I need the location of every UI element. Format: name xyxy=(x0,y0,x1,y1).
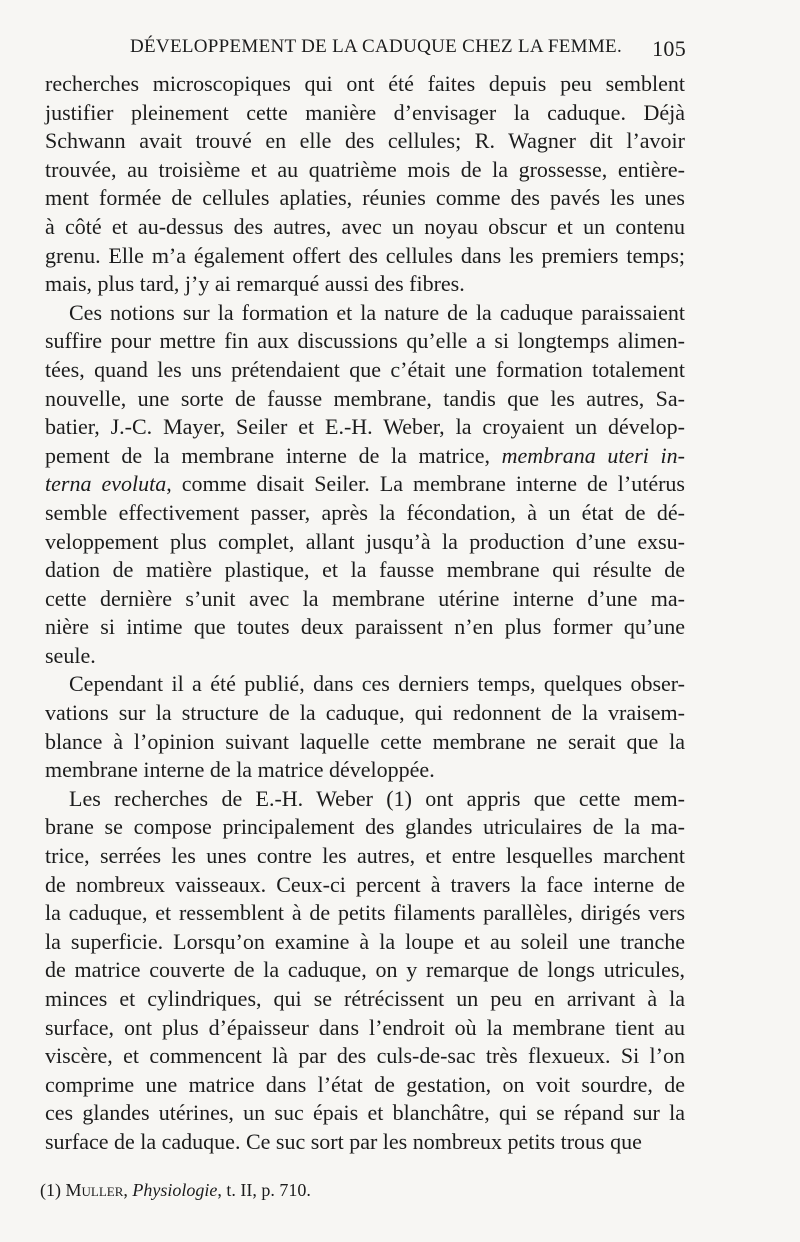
text-line: trouvée, au troisième et au quatrième mois de la grossesse, entière- xyxy=(45,156,685,182)
text-line: membrane interne de la matrice développée. xyxy=(45,757,435,783)
text-line: cette dernière s’unit avec la membrane utérine interne d’une ma- xyxy=(45,585,685,611)
text-line: tées, quand les uns prétendaient que c’était une formation totalement xyxy=(45,356,685,382)
running-header xyxy=(120,36,686,66)
footnote-marker: (1) xyxy=(40,1180,61,1200)
paragraph xyxy=(45,670,685,784)
text-line: blance à l’opinion suivant laquelle cette membrane ne serait que la xyxy=(45,728,685,754)
page-number: 105 xyxy=(652,36,686,61)
text-line: dation de matière plastique, et la fausse membrane qui résulte de xyxy=(45,557,685,583)
text-line: vations sur la structure de la caduque, qui redonnent de la vraisem- xyxy=(45,700,685,726)
text-line: pement de la membrane interne de la matrice, membrana uteri in- xyxy=(45,442,685,468)
text-line: de matrice couverte de la caduque, on y remarque de longs utricules, xyxy=(45,957,685,983)
text-line: semble effectivement passer, après la fécondation, à un état de dé- xyxy=(45,499,685,525)
running-title: DÉVELOPPEMENT DE LA CADUQUE CHEZ LA FEMME. xyxy=(130,36,622,57)
text-line: brane se compose principalement des glandes utriculaires de la ma- xyxy=(45,814,685,840)
paragraph xyxy=(45,785,685,1157)
text-line: la superficie. Lorsqu’on examine à la loupe et au soleil une tranche xyxy=(45,928,685,954)
footnote-reference: , t. II, p. 710. xyxy=(217,1180,311,1200)
text-line: Cependant il a été publié, dans ces derniers temps, quelques obser- xyxy=(69,671,685,697)
footnote-author: Muller xyxy=(65,1180,124,1200)
text-line: Les recherches de E.-H. Weber (1) ont appris que cette mem- xyxy=(69,785,685,811)
text-line: minces et cylindriques, qui se rétrécissent un peu en arrivant à la xyxy=(45,986,685,1011)
body-text xyxy=(45,70,685,1157)
text-line: ment formée de cellules aplaties, réunies comme des pavés les unes xyxy=(45,185,685,211)
text-line: viscère, et commencent là par des culs-de-sac très flexueux. Si l’on xyxy=(45,1043,685,1069)
text-line: comprime une matrice dans l’état de gestation, on voit sourdre, de xyxy=(45,1071,685,1097)
footnote-work: Physiologie xyxy=(132,1180,218,1200)
text-line: trice, serrées les unes contre les autres, et entre lesquelles marchent xyxy=(45,843,685,869)
text-line: de nombreux vaisseaux. Ceux-ci percent à travers la face interne de xyxy=(45,871,685,897)
paragraph xyxy=(45,299,685,671)
text-line: nière si intime que toutes deux paraissent n’en plus former qu’une xyxy=(45,614,685,640)
footnote: (1) Muller, Physiologie, t. II, p. 710. xyxy=(40,1180,311,1200)
text-line: grenu. Elle m’a également offert des cellules dans les premiers temps; xyxy=(45,242,685,268)
text-line: nouvelle, une sorte de fausse membrane, tandis que les autres, Sa- xyxy=(45,385,685,411)
text-line: surface de la caduque. Ce suc sort par les nombreux petits trous que xyxy=(45,1128,642,1154)
paragraph xyxy=(45,70,685,299)
text-line: Ces notions sur la formation et la nature de la caduque paraissaient xyxy=(69,299,685,325)
text-line: terna evoluta, comme disait Seiler. La membrane interne de l’utérus xyxy=(45,471,685,497)
text-line: mais, plus tard, j’y ai remarqué aussi des fibres. xyxy=(45,271,465,297)
text-line: suffire pour mettre fin aux discussions qu’elle a si longtemps alimen- xyxy=(45,328,685,354)
text-line: seule. xyxy=(45,642,96,668)
text-line: la caduque, et ressemblent à de petits filaments parallèles, dirigés vers xyxy=(45,900,685,926)
text-line: batier, J.-C. Mayer, Seiler et E.-H. Weber, la croyaient un dévelop- xyxy=(45,414,685,440)
text-line: surface, ont plus d’épaisseur dans l’endroit où la membrane tient au xyxy=(45,1014,685,1040)
text-line: veloppement plus complet, allant jusqu’à la production d’une exsu- xyxy=(45,528,685,554)
text-line: Schwann avait trouvé en elle des cellules; R. Wagner dit l’avoir xyxy=(45,128,685,154)
text-line: à côté et au-dessus des autres, avec un noyau obscur et un contenu xyxy=(45,213,685,239)
text-line: justifier pleinement cette manière d’envisager la caduque. Déjà xyxy=(45,99,685,125)
text-line: recherches microscopiques qui ont été faites depuis peu semblent xyxy=(45,71,685,96)
text-line: ces glandes utérines, un suc épais et blanchâtre, qui se répand sur la xyxy=(45,1100,685,1126)
